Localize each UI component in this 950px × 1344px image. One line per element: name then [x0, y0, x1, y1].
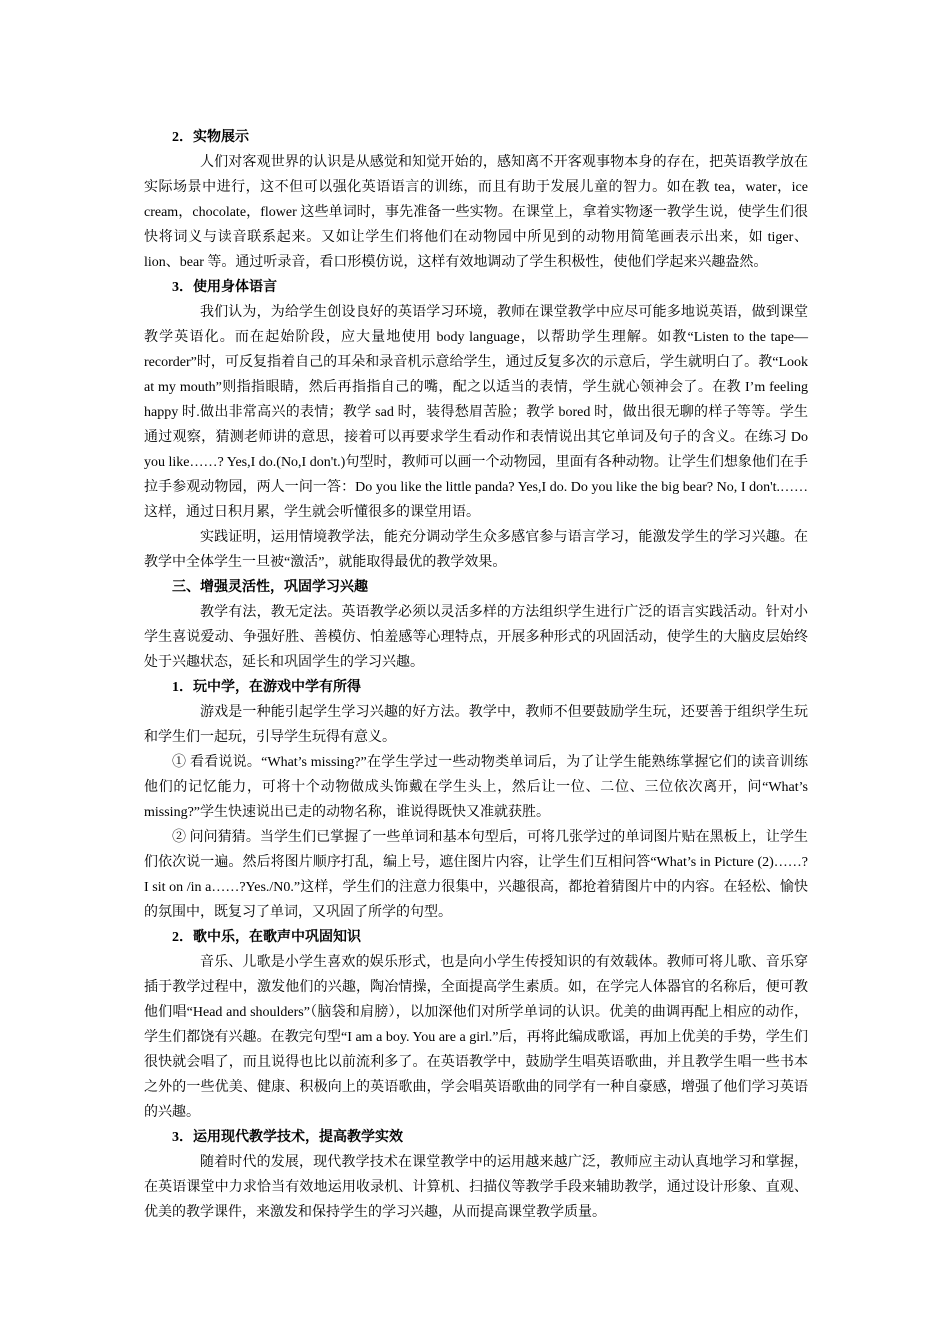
document-body	[144, 125, 808, 1225]
list-item-paragraph: ① 看看说说。“What’s missing?”在学生学过一些动物类单词后，为了让学生能熟练掌握它们的读音训练他们的记忆能力，可将十个动物做成头饰戴在学生头上，然后让一位、二位、三位依次离开，问“What’s missing?”学生快速说出已走的动物名称，谁说得既快又准就获胜。	[144, 755, 808, 820]
paragraph: 随着时代的发展，现代教学技术在课堂教学中的运用越来越广泛，教师应主动认真地学习和掌握，在英语课堂中力求恰当有效地运用收录机、计算机、扫描仪等教学手段来辅助教学，通过设计形象、直观、优美的教学课件，来激发和保持学生的学习兴趣，从而提高课堂教学质量。	[144, 1155, 808, 1220]
list-item-paragraph: ② 问问猜猜。当学生们已掌握了一些单词和基本句型后，可将几张学过的单词图片贴在黑板上，让学生们依次说一遍。然后将图片顺序打乱，编上号，遮住图片内容，让学生们互相问答“What’s in Picture (2)……?I sit on /in a……?Yes./N0.”这样，学生们的注意力很集中，兴趣很高，都抢着猜图片中的内容。在轻松、愉快的氛围中，既复习了单词，又巩固了所学的句型。	[144, 830, 808, 920]
paragraph: 音乐、儿歌是小学生喜欢的娱乐形式，也是向小学生传授知识的有效载体。教师可将儿歌、音乐穿插于教学过程中，激发他们的兴趣，陶冶情操，全面提高学生素质。如，在学完人体器官的名称后，便可教他们唱“Head and shoulders”（脑袋和肩膀），以加深他们对所学单词的认识。优美的曲调再配上相应的动作，学生们都饶有兴趣。在教完句型“I am a boy. You are a girl.”后，再将此编成歌谣，再加上优美的手势，学生们很快就会唱了，而且说得也比以前流利多了。在英语教学中，鼓励学生唱英语歌曲，并且教学生唱一些书本之外的一些优美、健康、积极向上的英语歌曲，学会唱英语歌曲的同学有一种自豪感，增强了他们学习英语的兴趣。	[144, 955, 808, 1120]
paragraph: 游戏是一种能引起学生学习兴趣的好方法。教学中，教师不但要鼓励学生玩，还要善于组织学生玩和学生们一起玩，引导学生玩得有意义。	[144, 705, 808, 745]
section-heading: 2．实物展示	[172, 130, 249, 145]
section-heading: 1．玩中学，在游戏中学有所得	[172, 680, 361, 695]
section-heading: 三、增强灵活性，巩固学习兴趣	[172, 580, 368, 595]
section-heading: 3．运用现代教学技术，提高教学实效	[172, 1130, 403, 1145]
section-heading: 3．使用身体语言	[172, 280, 277, 295]
section-heading: 2．歌中乐，在歌声中巩固知识	[172, 930, 361, 945]
paragraph: 教学有法，教无定法。英语教学必须以灵活多样的方法组织学生进行广泛的语言实践活动。针对小学生喜说爱动、争强好胜、善模仿、怕羞感等心理特点，开展多种形式的巩固活动，使学生的大脑皮层始终处于兴趣状态，延长和巩固学生的学习兴趣。	[144, 605, 808, 670]
paragraph: 实践证明，运用情境教学法，能充分调动学生众多感官参与语言学习，能激发学生的学习兴趣。在教学中全体学生一旦被“激活”，就能取得最优的教学效果。	[144, 530, 808, 570]
paragraph: 人们对客观世界的认识是从感觉和知觉开始的，感知离不开客观事物本身的存在，把英语教学放在实际场景中进行，这不但可以强化英语语言的训练，而且有助于发展儿童的智力。如在教 tea，water，ice cream，chocolate，flower 这些单词时，事先准备一些实物。在课堂上，拿着实物逐一教学生说，使学生们很快将词义与读音联系起来。又如让学生们将他们在动物园中所见到的动物用简笔画表示出来，如 tiger、lion、bear 等。通过听录音，看口形模仿说，这样有效地调动了学生积极性，使他们学起来兴趣盎然。	[144, 155, 808, 270]
paragraph: 我们认为，为给学生创设良好的英语学习环境，教师在课堂教学中应尽可能多地说英语，做到课堂教学英语化。而在起始阶段，应大量地使用 body language，以帮助学生理解。如教“Listen to the tape—recorder”时，可反复指着自己的耳朵和录音机示意给学生，通过反复多次的示意后，学生就明白了。教“Look at my mouth”则指指眼睛，然后再指指自己的嘴，配之以适当的表情，学生就心领神会了。在教 I’m feeling happy 时.做出非常高兴的表情；教学 sad 时，装得愁眉苦脸；教学 bored 时，做出很无聊的样子等等。学生通过观察，猜测老师讲的意思，接着可以再要求学生看动作和表情说出其它单词及句子的含义。在练习 Do you like……? Yes,I do.(No,I don't.)句型时，教师可以画一个动物园，里面有各种动物。让学生们想象他们在手拉手参观动物园，两人一问一答：Do you like the little panda? Yes,I do. Do you like the big bear? No, I don't.……这样，通过日积月累，学生就会听懂很多的课堂用语。	[144, 305, 808, 520]
